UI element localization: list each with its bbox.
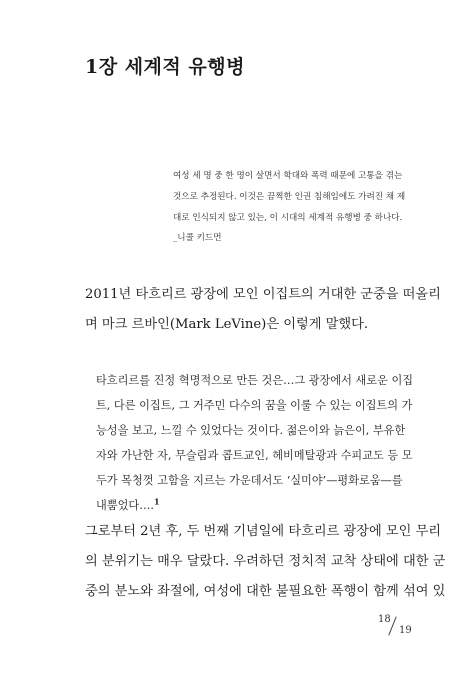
quote-line: [96, 493, 416, 518]
body-paragraph-1: [85, 280, 441, 340]
paragraph-line: 의 분위기는 매우 달랐다. 우려하던 정치적 교착 상태에 대한 군: [85, 554, 446, 569]
paragraph-line: 중의 분노와 좌절에, 여성에 대한 불필요한 폭행이 함께 섞여 있: [85, 584, 446, 599]
block-quote: [96, 368, 416, 518]
page-number: [378, 614, 428, 644]
quote-line: 두가 목청껏 고함을 지르는 가운데서도 ‘실미야’—평화로움—를: [96, 474, 403, 487]
page-number-current: 18: [378, 614, 391, 625]
epigraph-line: 것으로 추정된다. 이것은 끔찍한 인권 침해임에도 가려진 채 제: [173, 192, 406, 202]
epigraph-author: _니콜 키드먼: [173, 233, 222, 243]
quote-line: 자와 가난한 자, 무슬림과 콥트교인, 헤비메탈광과 수피교도 등 모: [96, 449, 413, 462]
quote-line: 능성을 보고, 느낄 수 있었다는 것이다. 젊은이와 늙은이, 부유한: [96, 424, 406, 437]
epigraph-line: 여성 세 명 중 한 명이 살면서 학대와 폭력 때문에 고통을 겪는: [173, 171, 403, 181]
paragraph-line: 며 마크 르바인(Mark LeVine)은 이렇게 말했다.: [85, 317, 369, 332]
paragraph-line: 그로부터 2년 후, 두 번째 기념일에 타흐리르 광장에 모인 무리: [85, 524, 442, 539]
epigraph-line: 대로 인식되지 않고 있는, 이 시대의 세계적 유행병 중 하나다.: [173, 213, 403, 223]
footnote-marker[interactable]: 1: [153, 496, 160, 507]
body-paragraph-2: [85, 517, 446, 607]
chapter-title: 1장 세계적 유행병: [85, 56, 245, 78]
quote-line: 트, 다른 이집트, 그 거주민 다수의 꿈을 이룰 수 있는 이집트의 가: [96, 399, 413, 412]
page-number-total: 19: [399, 625, 412, 636]
paragraph-line: 2011년 타흐리르 광장에 모인 이집트의 거대한 군중을 떠올리: [85, 287, 441, 302]
quote-line: 타흐리르를 진정 혁명적으로 만든 것은…그 광장에서 새로운 이집: [96, 374, 414, 387]
quote-last-line-text: 내뿜었다….: [96, 499, 154, 512]
epigraph: [173, 166, 406, 248]
